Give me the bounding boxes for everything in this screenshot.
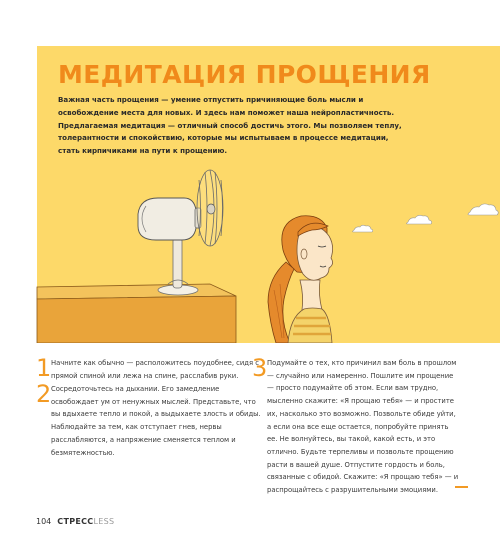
step-number: 3 xyxy=(252,354,268,382)
fan-motor xyxy=(138,198,196,240)
step-2 xyxy=(36,380,266,459)
page-number: 104 xyxy=(36,517,52,526)
ear xyxy=(301,249,307,259)
step-number: 1 xyxy=(36,354,52,382)
fan-hub xyxy=(207,204,215,214)
step-3 xyxy=(252,354,470,497)
brand-primary: СТРЕСС xyxy=(57,517,94,526)
cloud-icon xyxy=(468,204,498,215)
step-number: 2 xyxy=(36,380,52,408)
end-dash xyxy=(455,486,468,488)
neck xyxy=(300,280,322,310)
table-front xyxy=(37,296,236,343)
step-text: Подумайте о тех, кто причинил вам боль в прошлом — случайно или намеренно. Пошлите им прощение — просто подумайте об этом. Если вам трудно, мысленно скажите: «Я прощаю тебя» — и простите их, насколько это возможно. Позвольте обиде уйти, а если она все еще остается, попробуйте принять ее. Не волнуйтесь, вы такой, какой есть, и это отлично. Будьте терпеливы и позвольте прощению расти в вашей душе. Отпустите гордость и боль, связанные с обидой. Скажите: «Я прощаю тебя» — и распрощайтесь с разрушительными эмоциями. xyxy=(267,359,459,495)
brand-secondary: LESS xyxy=(93,517,115,526)
book-brand xyxy=(57,517,114,526)
step-1 xyxy=(36,354,266,382)
step-text: Начните как обычно — расположитесь поудобнее, сидя с прямой спиной или лежа на спине, расслабив руки. xyxy=(51,359,259,380)
cloud-icon xyxy=(353,225,373,232)
page-title: МЕДИТАЦИЯ ПРОЩЕНИЯ xyxy=(58,60,431,89)
page-footer xyxy=(36,517,114,526)
intro-paragraph: Важная часть прощения — умение отпустить причиняющие боль мысли и освобождение места для новых. И здесь нам поможет наша нейропластичность. Предлагаемая медитация — отличный способ достичь этого. Мы позволяем теплу, толерантности и спокойствию, которые мы испытываем в процессе медитации, стать кирпичиками на пути к прощению. xyxy=(58,95,402,156)
cloud-icon xyxy=(407,215,432,224)
step-text: Сосредоточьтесь на дыхании. Его замедление освобождает ум от ненужных мыслей. Представьте, что вы вдыхаете тепло и покой, а выдыхаете злость и обиды. Наблюдайте за тем, как отступает гнев, нервы расслабляются, а напряжение сменяется теплом и безмятежностью. xyxy=(51,385,261,457)
